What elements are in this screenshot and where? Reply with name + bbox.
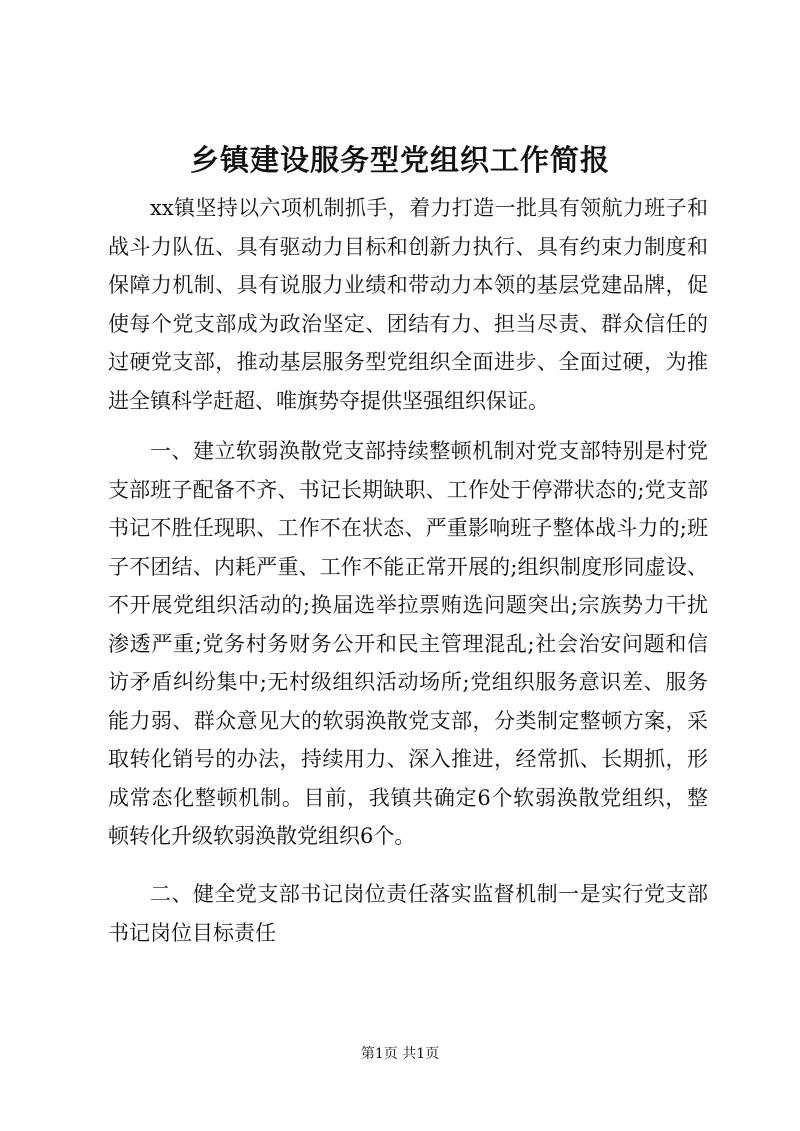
paragraph-intro: xx镇坚持以六项机制抓手，着力打造一批具有领航力班子和战斗力队伍、具有驱动力目标和创新力执行、具有约束力制度和保障力机制、具有说服力业绩和带动力本领的基层党建品牌，促使每个党支部成为政治坚定、团结有力、担当尽责、群众信任的过硬党支部，推动基层服务型党组织全面进步、全面过硬，为推进全镇科学赶超、唯旗势夺提供坚强组织保证。: [108, 196, 708, 413]
page-footer: 第1页 共1页: [360, 1046, 440, 1062]
paragraph-section-1: 一、建立软弱涣散党支部持续整顿机制对党支部特别是村党支部班子配备不齐、书记长期缺职、工作处于停滞状态的;党支部书记不胜任现职、工作不在状态、严重影响班子整体战斗力的;班子不团结、内耗严重、工作不能正常开展的;组织制度形同虚设、不开展党组织活动的;换届选举拉票贿选问题突出;宗族势力干扰渗透严重;党务村务财务公开和民主管理混乱;社会治安问题和信访矛盾纠纷集中;无村级组织活动场所;党组织服务意识差、服务能力弱、群众意见大的软弱涣散党支部，分类制定整顿方案，采取转化销号的办法，持续用力、深入推进，经常抓、长期抓，形成常态化整顿机制。目前，我镇共确定6个软弱涣散党组织，整顿转化升级软弱涣散党组织6个。: [108, 439, 708, 848]
document-title: 乡镇建设服务型党组织工作简报: [189, 143, 610, 177]
paragraph-section-2: 二、健全党支部书记岗位责任落实监督机制一是实行党支部书记岗位目标责任: [108, 882, 708, 945]
